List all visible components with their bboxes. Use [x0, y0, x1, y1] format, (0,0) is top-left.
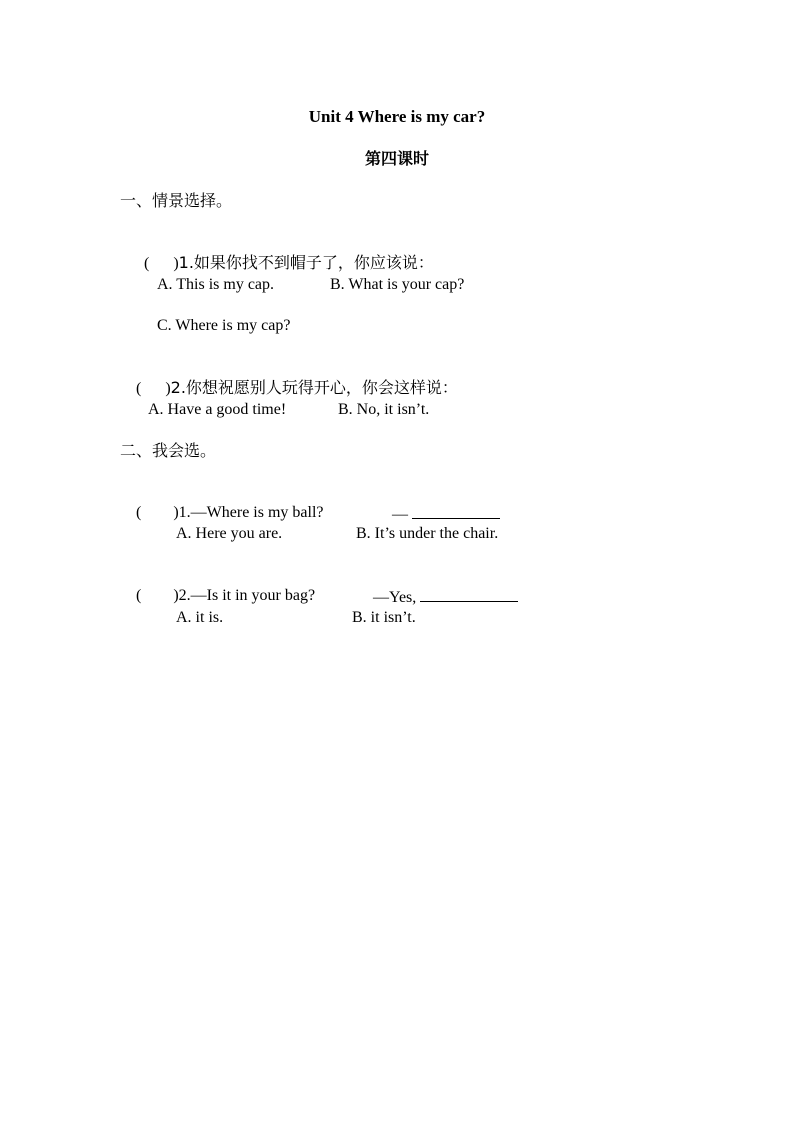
- question-prompt: 1.—Where is my ball?: [178, 504, 324, 521]
- answer-blank: [420, 586, 518, 602]
- answer-paren: ( ): [136, 380, 171, 397]
- question-prompt: 2.你想祝愿别人玩得开心，你会这样说：: [170, 378, 458, 397]
- s2-q1-option-a: A. Here you are.: [176, 525, 283, 542]
- answer-paren: ( ): [136, 587, 179, 604]
- section1-heading: 一、情景选择。: [120, 191, 233, 210]
- s2-q2-option-b: B. it isn’t.: [352, 609, 416, 626]
- section2-heading: 二、我会选。: [120, 441, 217, 460]
- s1-q2-option-b: B. No, it isn’t.: [338, 401, 430, 418]
- question-prompt: 1.如果你找不到帽子了，你应该说：: [178, 253, 434, 272]
- reply-text: —Yes,: [373, 589, 417, 606]
- answer-paren: ( ): [136, 504, 179, 521]
- s1-q1-option-b: B. What is your cap?: [330, 276, 465, 293]
- page-title: Unit 4 Where is my car?: [308, 107, 486, 126]
- answer-paren: ( ): [144, 255, 179, 272]
- reply-dash: —: [392, 506, 408, 523]
- s1-q1-option-a: A. This is my cap.: [157, 276, 275, 293]
- question-prompt: 2.—Is it in your bag?: [178, 587, 316, 604]
- s2-q1-option-b: B. It’s under the chair.: [356, 525, 499, 542]
- s1-q2-option-a: A. Have a good time!: [148, 401, 287, 418]
- answer-blank: [412, 503, 500, 519]
- s1-q1-option-c: C. Where is my cap?: [157, 317, 291, 334]
- s2-q2-option-a: A. it is.: [176, 609, 224, 626]
- lesson-label: 第四课时: [364, 149, 429, 168]
